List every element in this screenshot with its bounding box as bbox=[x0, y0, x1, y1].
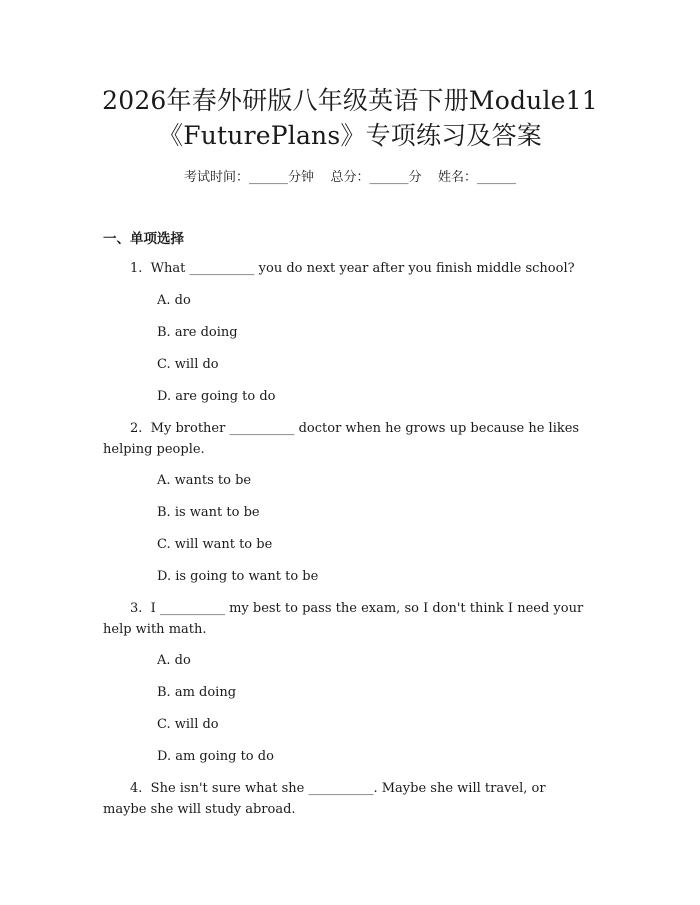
document-title-line-2: 《FuturePlans》专项练习及答案 bbox=[158, 121, 542, 150]
option-2b: B. is want to be bbox=[157, 505, 260, 520]
option-1b: B. are doing bbox=[157, 325, 238, 340]
option-1c: C. will do bbox=[157, 357, 219, 372]
question-text: She isn't sure what she __________. Maybe she will travel, or maybe she will study abroad. bbox=[103, 781, 550, 817]
question-4 bbox=[103, 779, 593, 820]
section-heading: 一、单项选择 bbox=[103, 231, 184, 247]
option-3b: B. am doing bbox=[157, 685, 237, 700]
question-1 bbox=[103, 259, 593, 280]
question-2 bbox=[103, 419, 593, 460]
option-3d: D. am going to do bbox=[157, 749, 274, 764]
question-text: What __________ you do next year after you finish middle school? bbox=[150, 261, 575, 276]
question-text: My brother __________ doctor when he grows up because he likes helping people. bbox=[103, 421, 584, 457]
question-number: 3. bbox=[130, 601, 143, 616]
option-1d: D. are going to do bbox=[157, 389, 276, 404]
option-2a: A. wants to be bbox=[157, 473, 252, 488]
exam-info: 考试时间：______分钟 总分：______分 姓名：______ bbox=[183, 170, 517, 185]
option-2c: C. will want to be bbox=[157, 537, 273, 552]
question-text: I __________ my best to pass the exam, so I don't think I need your help with math. bbox=[103, 601, 588, 637]
option-2d: D. is going to want to be bbox=[157, 569, 319, 584]
document-title-line-1: 2026年春外研版八年级英语下册Module11 bbox=[102, 86, 598, 115]
question-number: 2. bbox=[130, 421, 143, 436]
question-3 bbox=[103, 599, 593, 640]
option-1a: A. do bbox=[157, 293, 191, 308]
question-number: 1. bbox=[130, 261, 143, 276]
question-number: 4. bbox=[130, 781, 143, 796]
option-3c: C. will do bbox=[157, 717, 219, 732]
option-3a: A. do bbox=[157, 653, 191, 668]
